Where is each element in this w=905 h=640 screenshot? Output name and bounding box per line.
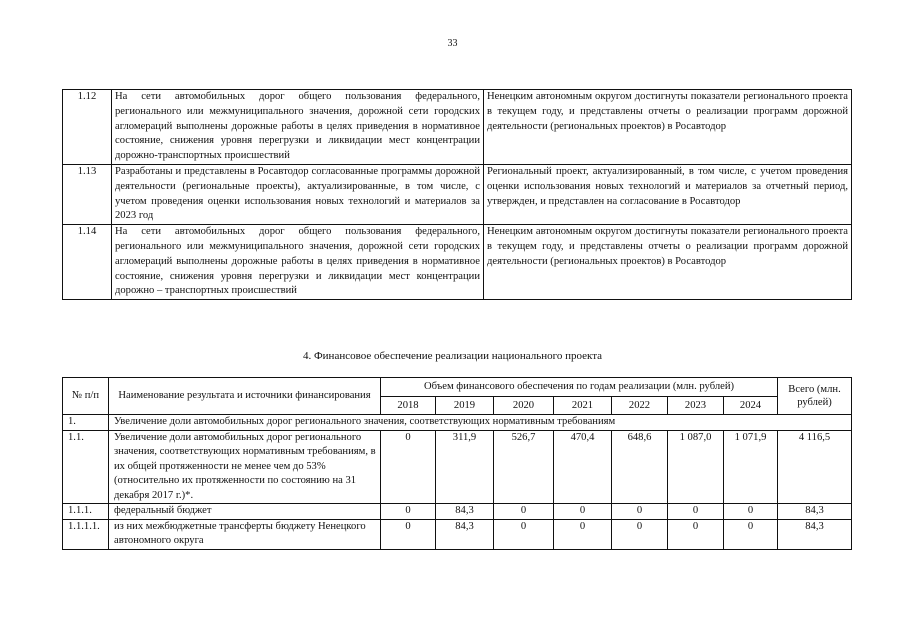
table-row [63, 90, 852, 165]
characteristic-text: Ненецким автономным округом достигнуты показатели регионального проекта в текущем году, и представлены отчеты о реализации программ дорожной деятельности (региональных проектов) в Росавтодор [484, 90, 852, 165]
value-cell: 0 [381, 504, 436, 520]
finance-table [62, 377, 852, 550]
row-number: 1.13 [63, 164, 112, 224]
value-cell: 0 [668, 519, 724, 549]
header-year: 2023 [668, 396, 724, 415]
characteristic-text: Ненецким автономным округом достигнуты показатели регионального проекта в текущем году, и представлены отчеты о реализации программ дорожной деятельности (региональных проектов) в Росавтодор [484, 225, 852, 300]
value-cell: 0 [494, 519, 554, 549]
row-number: 1.14 [63, 225, 112, 300]
value-cell: 526,7 [494, 430, 554, 504]
section-row [63, 415, 852, 431]
result-text: Разработаны и представлены в Росавтодор согласованные программы дорожной деятельности (региональные проекты), актуализированные, в том числе, с учетом проведения оценки использования новых технологий и материалов за 2023 год [112, 164, 484, 224]
value-cell: 0 [724, 519, 778, 549]
value-cell: 0 [612, 504, 668, 520]
table-row [63, 164, 852, 224]
table-row [63, 519, 852, 549]
header-volume: Объем финансового обеспечения по годам реализации (млн. рублей) [381, 378, 778, 397]
row-number: 1.1.1.1. [63, 519, 109, 549]
value-cell: 0 [381, 519, 436, 549]
header-year: 2020 [494, 396, 554, 415]
value-cell: 84,3 [436, 519, 494, 549]
value-cell: 0 [554, 519, 612, 549]
header-year: 2022 [612, 396, 668, 415]
header-year: 2019 [436, 396, 494, 415]
result-text: На сети автомобильных дорог общего пользования федерального, регионального или межмуниципального значения, дорожной сети городских агломераций выполнены дорожные работы в целях приведения в нормативное состояние, снижения уровня перегрузки и ликвидации мест концентрации дорожно-транспортных происшествий [112, 90, 484, 165]
section-title: 4. Финансовое обеспечение реализации национального проекта [302, 350, 603, 362]
value-cell: 311,9 [436, 430, 494, 504]
total-cell: 84,3 [778, 519, 852, 549]
header-year: 2024 [724, 396, 778, 415]
value-cell: 1 071,9 [724, 430, 778, 504]
results-table [62, 89, 852, 300]
table-row [63, 504, 852, 520]
total-cell: 4 116,5 [778, 430, 852, 504]
value-cell: 0 [381, 430, 436, 504]
characteristic-text: Региональный проект, актуализированный, в том числе, с учетом проведения оценки использования новых технологий и материалов за отчетный период, утвержден, и представлен на согласование в Росавтодор [484, 164, 852, 224]
header-num: № п/п [63, 378, 109, 415]
value-cell: 0 [668, 504, 724, 520]
row-number: 1.1. [63, 430, 109, 504]
total-cell: 84,3 [778, 504, 852, 520]
row-name: из них межбюджетные трансферты бюджету Ненецкого автономного округа [109, 519, 381, 549]
table-row [63, 225, 852, 300]
header-year: 2018 [381, 396, 436, 415]
row-name: федеральный бюджет [109, 504, 381, 520]
value-cell: 0 [494, 504, 554, 520]
header-total: Всего (млн. рублей) [778, 378, 852, 415]
value-cell: 0 [612, 519, 668, 549]
section-num: 1. [63, 415, 109, 431]
result-text: На сети автомобильных дорог общего пользования федерального, регионального или межмуниципального значения, дорожной сети городских агломераций выполнены дорожные работы в целях приведения в нормативное состояние, снижения уровня перегрузки и ликвидации мест концентрации дорожно – транспортных происшествий [112, 225, 484, 300]
row-number: 1.12 [63, 90, 112, 165]
value-cell: 84,3 [436, 504, 494, 520]
value-cell: 648,6 [612, 430, 668, 504]
value-cell: 1 087,0 [668, 430, 724, 504]
page-number: 33 [447, 38, 458, 49]
row-number: 1.1.1. [63, 504, 109, 520]
value-cell: 470,4 [554, 430, 612, 504]
header-year: 2021 [554, 396, 612, 415]
header-name: Наименование результата и источники финансирования [109, 378, 381, 415]
section-text: Увеличение доли автомобильных дорог регионального значения, соответствующих нормативным требованиям [109, 415, 852, 431]
value-cell: 0 [724, 504, 778, 520]
row-name: Увеличение доли автомобильных дорог регионального значения, соответствующих нормативным требованиям, в их общей протяженности не менее чем до 53% (относительно их протяженности по состоянию на 31 декабря 2017 г.)*. [109, 430, 381, 504]
header-row [63, 378, 852, 397]
table-row [63, 430, 852, 504]
value-cell: 0 [554, 504, 612, 520]
